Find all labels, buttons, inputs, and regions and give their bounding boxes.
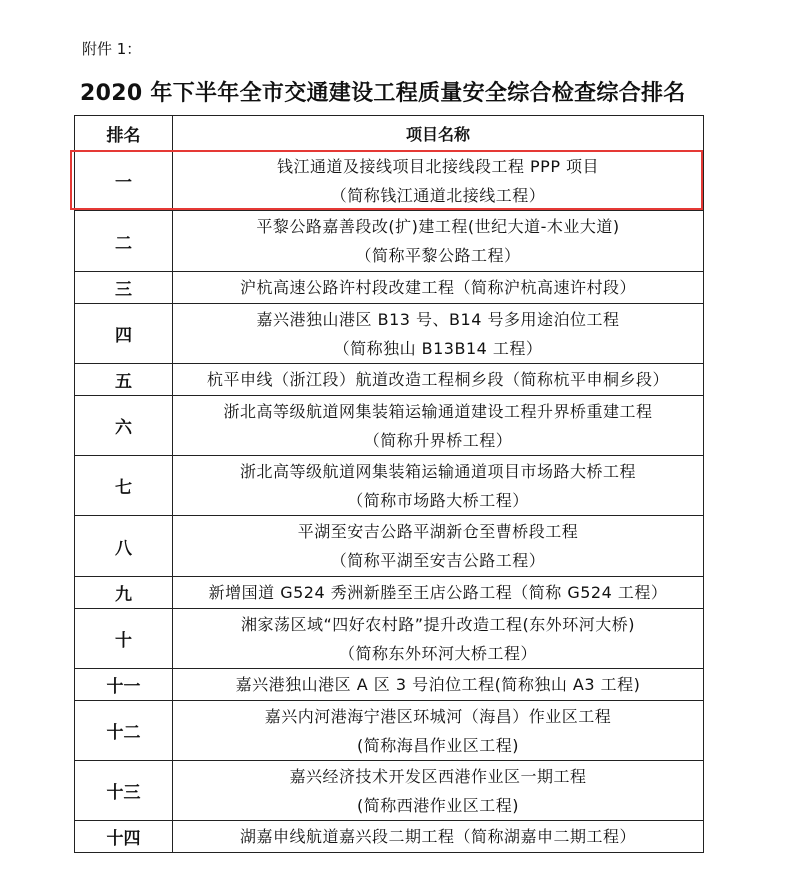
project-name-cell [173, 761, 704, 821]
project-name-line: 平湖至安吉公路平湖新仓至曹桥段工程 [297, 522, 579, 541]
project-name-cell [173, 609, 704, 669]
project-name-line: 浙北高等级航道网集装箱运输通道项目市场路大桥工程 [239, 461, 636, 481]
rank-cell: 七 [75, 456, 173, 516]
project-name-line: 嘉兴经济技术开发区西港作业区一期工程 [289, 766, 587, 786]
rank-cell: 十三 [75, 761, 173, 821]
table-row [75, 272, 704, 304]
project-name-line: 新增国道 G524 秀洲新塍至王店公路工程（简称 G524 工程） [208, 583, 668, 602]
table-row [75, 211, 704, 272]
rank-cell: 三 [75, 272, 173, 304]
table-row [75, 151, 704, 211]
project-name-line: （简称平黎公路工程） [355, 246, 521, 265]
rank-cell: 二 [75, 211, 173, 272]
project-name-cell [173, 516, 704, 577]
project-name-line: （简称市场路大桥工程） [347, 490, 529, 510]
project-name-line: 沪杭高速公路许村段改建工程（简称沪杭高速许村段） [239, 278, 636, 297]
rank-cell: 十一 [75, 669, 173, 701]
project-name-cell [173, 821, 704, 853]
project-name-cell [173, 151, 704, 211]
project-name-line: 嘉兴港独山港区 A 区 3 号泊位工程(简称独山 A3 工程) [235, 675, 641, 694]
table-row [75, 456, 704, 516]
project-name-cell [173, 211, 704, 272]
project-name-line: 平黎公路嘉善段改(扩)建工程(世纪大道-木业大道) [256, 217, 620, 236]
rank-cell: 八 [75, 516, 173, 577]
project-name-line: 浙北高等级航道网集装箱运输通道建设工程升界桥重建工程 [223, 401, 653, 421]
table-row [75, 364, 704, 396]
name-header: 项目名称 [173, 116, 704, 151]
project-name-cell [173, 364, 704, 396]
table-row [75, 396, 704, 456]
rank-cell: 十二 [75, 701, 173, 761]
rank-cell: 一 [75, 151, 173, 211]
ranking-table [74, 115, 704, 853]
project-name-cell [173, 396, 704, 456]
project-name-cell [173, 456, 704, 516]
project-name-line: 嘉兴内河港海宁港区环城河（海昌）作业区工程 [264, 706, 612, 726]
project-name-line: （简称平湖至安吉公路工程） [330, 551, 546, 570]
table-row [75, 516, 704, 577]
rank-cell: 五 [75, 364, 173, 396]
project-name-line: 湖嘉申线航道嘉兴段二期工程（简称湖嘉申二期工程） [239, 827, 636, 846]
project-name-line: 湘家荡区域“四好农村路”提升改造工程(东外环河大桥) [240, 614, 636, 634]
rank-header: 排名 [75, 116, 173, 151]
project-name-cell [173, 304, 704, 364]
rank-cell: 四 [75, 304, 173, 364]
project-name-line: 钱江通道及接线项目北接线段工程 PPP 项目 [276, 156, 600, 176]
table-row [75, 701, 704, 761]
project-name-line: （简称独山 B13B14 工程） [333, 338, 543, 358]
rank-cell: 六 [75, 396, 173, 456]
project-name-line: （简称钱江通道北接线工程） [330, 185, 546, 205]
project-name-line: （简称东外环河大桥工程） [338, 643, 537, 663]
project-name-cell [173, 701, 704, 761]
table-row [75, 669, 704, 701]
table-row [75, 609, 704, 669]
project-name-line: 嘉兴港独山港区 B13 号、B14 号多用途泊位工程 [256, 309, 620, 329]
table-row [75, 761, 704, 821]
project-name-cell [173, 272, 704, 304]
project-name-cell [173, 669, 704, 701]
rank-cell: 十 [75, 609, 173, 669]
attachment-label: 附件 1： [82, 40, 142, 58]
table-row [75, 821, 704, 853]
project-name-line: (简称西港作业区工程) [357, 795, 519, 815]
project-name-line: (简称海昌作业区工程) [357, 735, 519, 755]
rank-cell: 十四 [75, 821, 173, 853]
document-title: 2020 年下半年全市交通建设工程质量安全综合检查综合排名 [80, 81, 686, 106]
table-row [75, 304, 704, 364]
project-name-line: （简称升界桥工程） [363, 430, 513, 450]
project-name-cell [173, 577, 704, 609]
rank-cell: 九 [75, 577, 173, 609]
table-header-row [75, 116, 704, 151]
project-name-line: 杭平申线（浙江段）航道改造工程桐乡段（简称杭平申桐乡段） [206, 370, 669, 389]
table-row [75, 577, 704, 609]
